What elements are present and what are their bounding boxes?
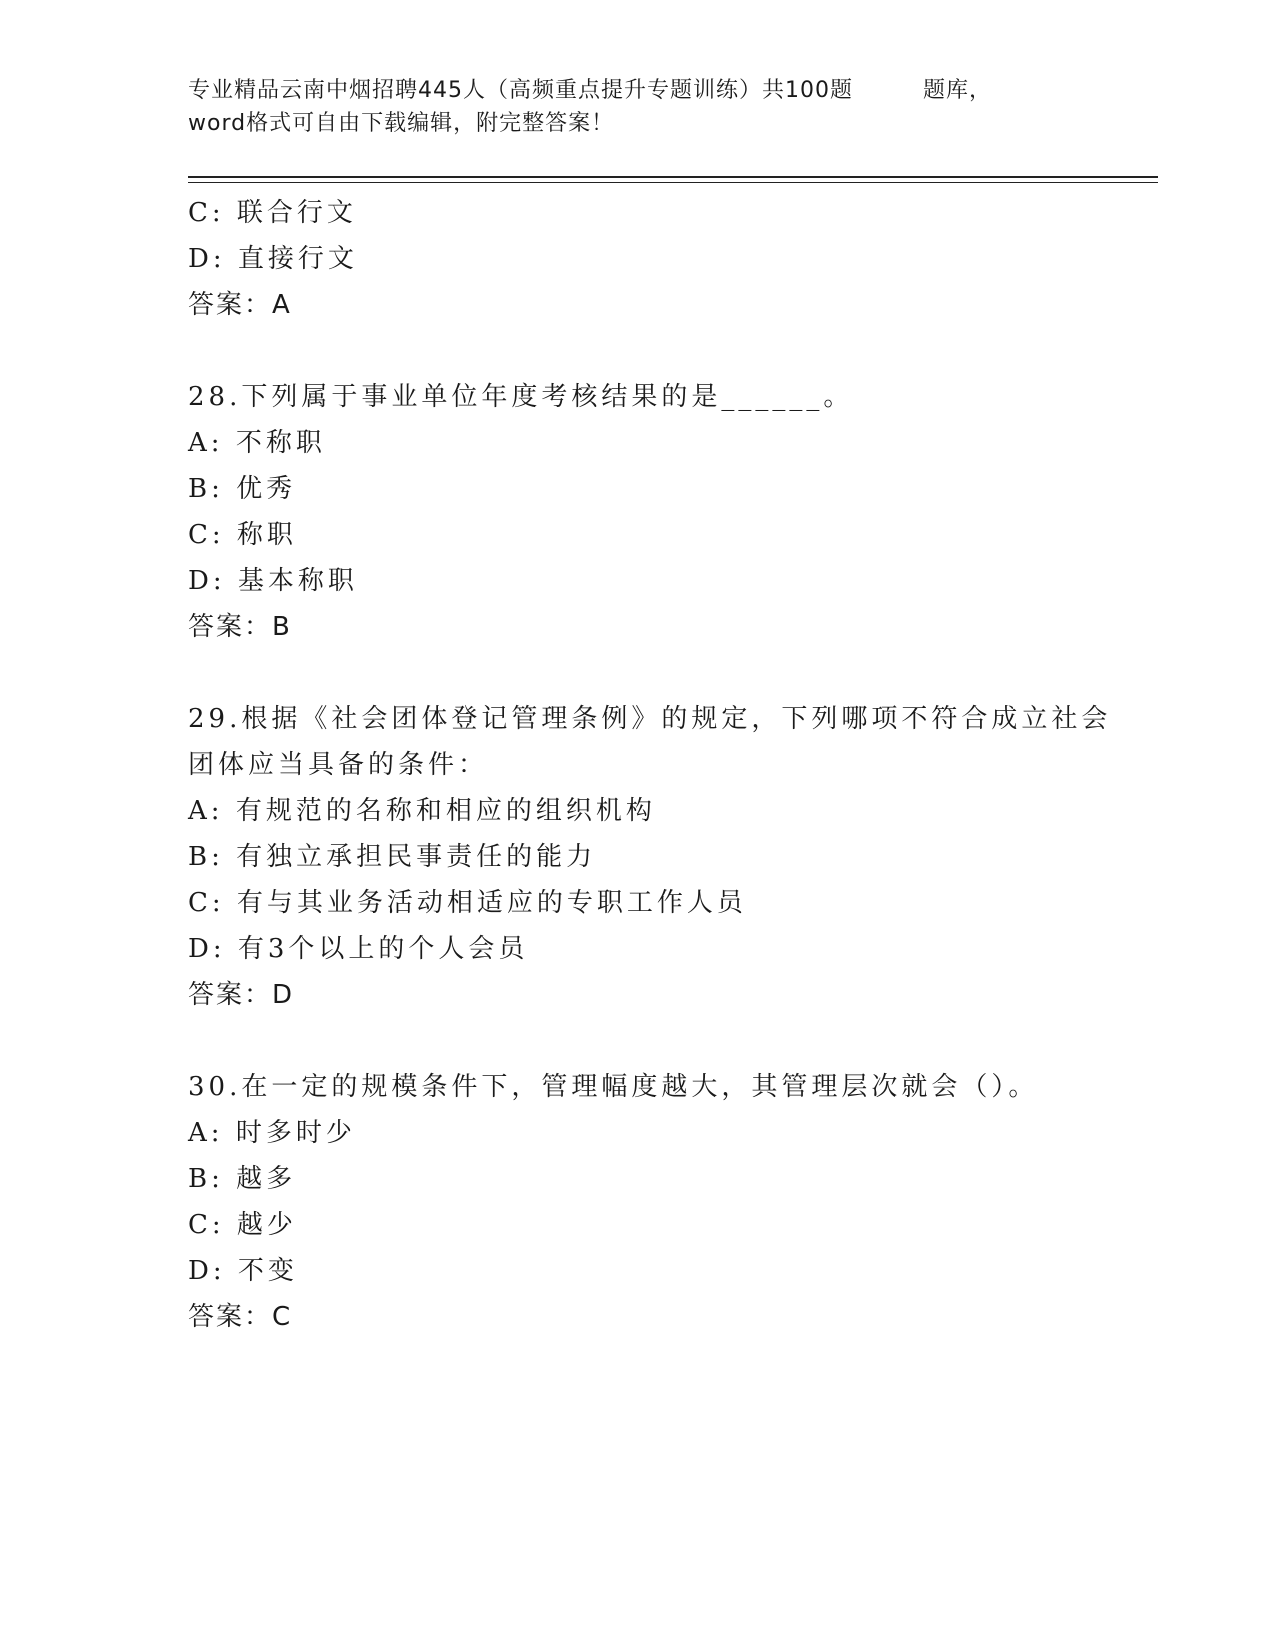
question-30 [188,1064,1088,1340]
option-b: B: 优秀 [188,474,297,504]
answer: 答案：B [188,612,292,642]
option-c: C: 越少 [188,1210,297,1240]
option-c: C: 称职 [188,520,297,550]
answer: 答案：C [188,1302,293,1332]
answer: 答案：A [188,290,292,320]
prev-question [188,190,1088,328]
option-a: A: 时多时少 [188,1118,356,1148]
option-b: B: 有独立承担民事责任的能力 [188,842,597,872]
header-divider-thin [188,182,1158,183]
option-d: D: 不变 [188,1256,298,1286]
option-c: C: 联合行文 [188,198,357,228]
option-d: D: 有3个以上的个人会员 [188,934,529,964]
option-b: B: 越多 [188,1164,297,1194]
option-d: D: 基本称职 [188,566,358,596]
option-a: A: 有规范的名称和相应的组织机构 [188,796,656,826]
option-a: A: 不称职 [188,428,326,458]
question-stem: 30.在一定的规模条件下，管理幅度越大，其管理层次就会（）。 [188,1072,1039,1102]
option-d: D: 直接行文 [188,244,358,274]
question-stem-continued: 团体应当具备的条件： [188,750,489,780]
spacer [188,650,1088,696]
header-subtitle: word格式可自由下载编辑，附完整答案！ [188,111,615,136]
question-list [188,190,1112,1340]
header-title-suffix: 题库， [922,78,992,103]
answer: 答案：D [188,980,295,1010]
page-header [188,74,1148,140]
question-stem: 28.下列属于事业单位年度考核结果的是______。 [188,382,854,412]
header-title-line [188,74,1148,107]
question-29 [188,696,1112,1018]
spacer [188,328,1088,374]
option-c: C: 有与其业务活动相适应的专职工作人员 [188,888,747,918]
header-title: 专业精品云南中烟招聘445人（高频重点提升专题训练）共100题 [188,78,853,103]
spacer [188,1018,1088,1064]
question-stem: 29.根据《社会团体登记管理条例》的规定，下列哪项不符合成立社会 [188,704,1112,734]
header-divider-thick [188,176,1158,178]
question-28 [188,374,1088,650]
